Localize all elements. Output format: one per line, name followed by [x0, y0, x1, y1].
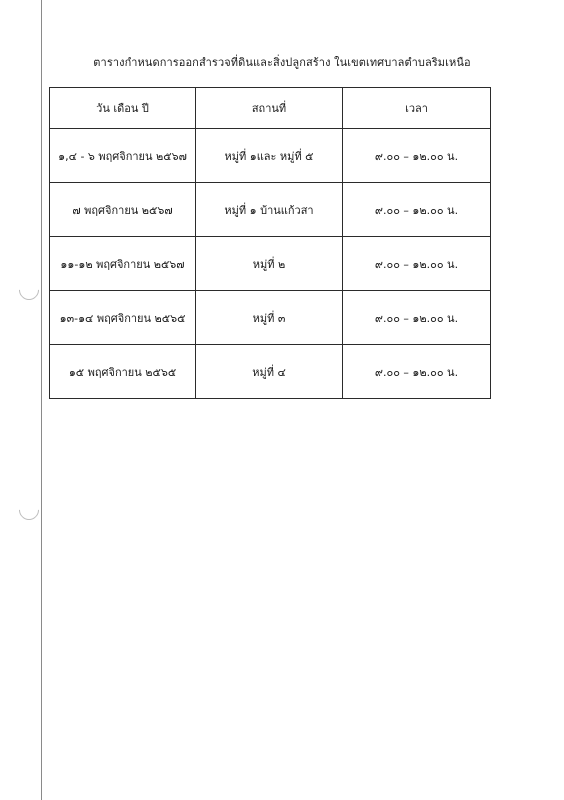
table-row	[50, 129, 491, 183]
cell-place: หมู่ที่ ๑และ หมู่ที่ ๕	[196, 129, 343, 183]
cell-place: หมู่ที่ ๒	[196, 237, 343, 291]
header-place: สถานที่	[196, 88, 343, 129]
page-edge-line	[41, 0, 42, 800]
table-row	[50, 345, 491, 399]
table-row	[50, 183, 491, 237]
cell-place: หมู่ที่ ๑ บ้านแก้วสา	[196, 183, 343, 237]
header-time: เวลา	[343, 88, 491, 129]
cell-place: หมู่ที่ ๓	[196, 291, 343, 345]
table-row	[50, 237, 491, 291]
header-date: วัน เดือน ปี	[50, 88, 196, 129]
cell-date: ๑๓-๑๔ พฤศจิกายน ๒๕๖๕	[50, 291, 196, 345]
cell-time: ๙.๐๐ – ๑๒.๐๐ น.	[343, 237, 491, 291]
document-title: ตารางกำหนดการออกสำรวจที่ดินและสิ่งปลูกสร้าง ในเขตเทศบาลตำบลริมเหนือ	[93, 56, 471, 69]
cell-time: ๙.๐๐ – ๑๒.๐๐ น.	[343, 183, 491, 237]
cell-date: ๑,๔ - ๖ พฤศจิกายน ๒๕๖๗	[50, 129, 196, 183]
schedule-table	[49, 87, 491, 399]
cell-place: หมู่ที่ ๔	[196, 345, 343, 399]
cell-date: ๑๕ พฤศจิกายน ๒๕๖๕	[50, 345, 196, 399]
cell-time: ๙.๐๐ – ๑๒.๐๐ น.	[343, 291, 491, 345]
cell-date: ๗ พฤศจิกายน ๒๕๖๗	[50, 183, 196, 237]
cell-date: ๑๑-๑๒ พฤศจิกายน ๒๕๖๗	[50, 237, 196, 291]
punch-hole	[15, 276, 43, 304]
table-row	[50, 291, 491, 345]
cell-time: ๙.๐๐ – ๑๒.๐๐ น.	[343, 345, 491, 399]
punch-hole	[15, 496, 43, 524]
table-header-row	[50, 88, 491, 129]
cell-time: ๙.๐๐ – ๑๒.๐๐ น.	[343, 129, 491, 183]
